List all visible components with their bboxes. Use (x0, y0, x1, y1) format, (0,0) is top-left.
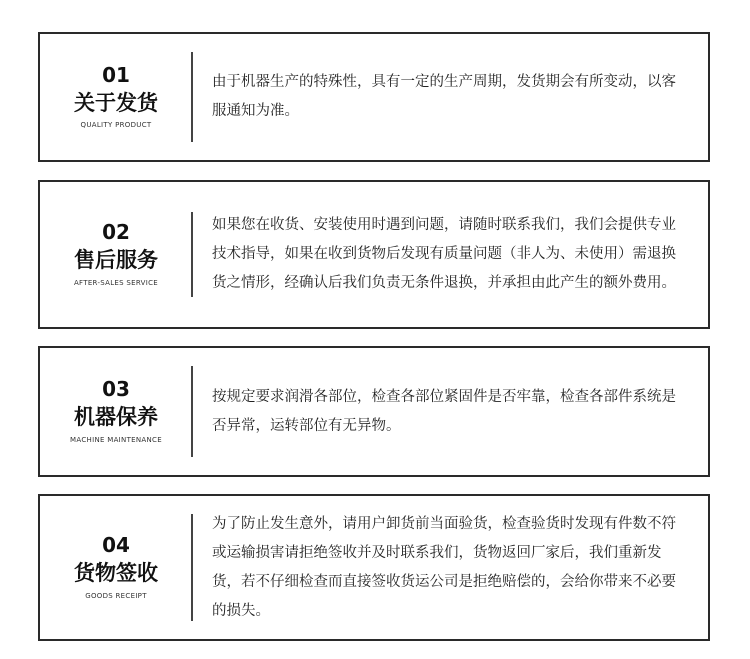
card-subtitle: GOODS RECEIPT (85, 591, 147, 600)
card-number: 03 (102, 377, 130, 402)
card-number: 02 (102, 220, 130, 245)
card-title: 货物签收 (74, 561, 158, 586)
card-text-content: 为了防止发生意外，请用户卸货前当面验货，检查验货时发现有件数不符或运输损害请拒绝签收并及时联系我们，货物返回厂家后，我们重新发货，若不仔细检查而直接签收货运公司是拒绝赔偿的，会给你带来不必要的损失。 (212, 515, 676, 619)
card-subtitle: QUALITY PRODUCT (80, 121, 152, 130)
card-divider (191, 366, 193, 457)
receipt-card (38, 494, 710, 641)
card-title: 关于发货 (74, 90, 158, 115)
card-text (212, 182, 690, 327)
card-text (212, 496, 690, 639)
card-heading (40, 34, 192, 160)
shipping-card (38, 32, 710, 162)
card-divider (191, 212, 193, 297)
card-text-content: 由于机器生产的特殊性，具有一定的生产周期，发货期会有所变动，以客服通知为准。 (212, 74, 676, 119)
card-heading (40, 182, 192, 327)
after-sales-card (38, 180, 710, 329)
card-title: 机器保养 (74, 405, 158, 430)
card-subtitle: AFTER-SALES SERVICE (73, 278, 159, 287)
card-heading (40, 348, 192, 475)
card-divider (191, 52, 193, 142)
card-subtitle: MACHINE MAINTENANCE (70, 435, 162, 444)
card-heading (40, 496, 192, 639)
card-text (212, 348, 690, 475)
card-divider (191, 514, 193, 621)
card-number: 04 (102, 533, 130, 558)
maintenance-card (38, 346, 710, 477)
card-text-content: 按规定要求润滑各部位，检查各部位紧固件是否牢靠，检查各部件系统是否异常，运转部位有无异物。 (212, 388, 676, 434)
card-number: 01 (102, 62, 130, 87)
card-title: 售后服务 (74, 248, 158, 273)
card-text (212, 34, 690, 160)
card-text-content: 如果您在收货、安装使用时遇到问题，请随时联系我们，我们会提供专业技术指导，如果在收到货物后发现有质量问题（非人为、未使用）需退换货之情形，经确认后我们负责无条件退换，并承担由此产生的额外费用。 (212, 217, 676, 291)
